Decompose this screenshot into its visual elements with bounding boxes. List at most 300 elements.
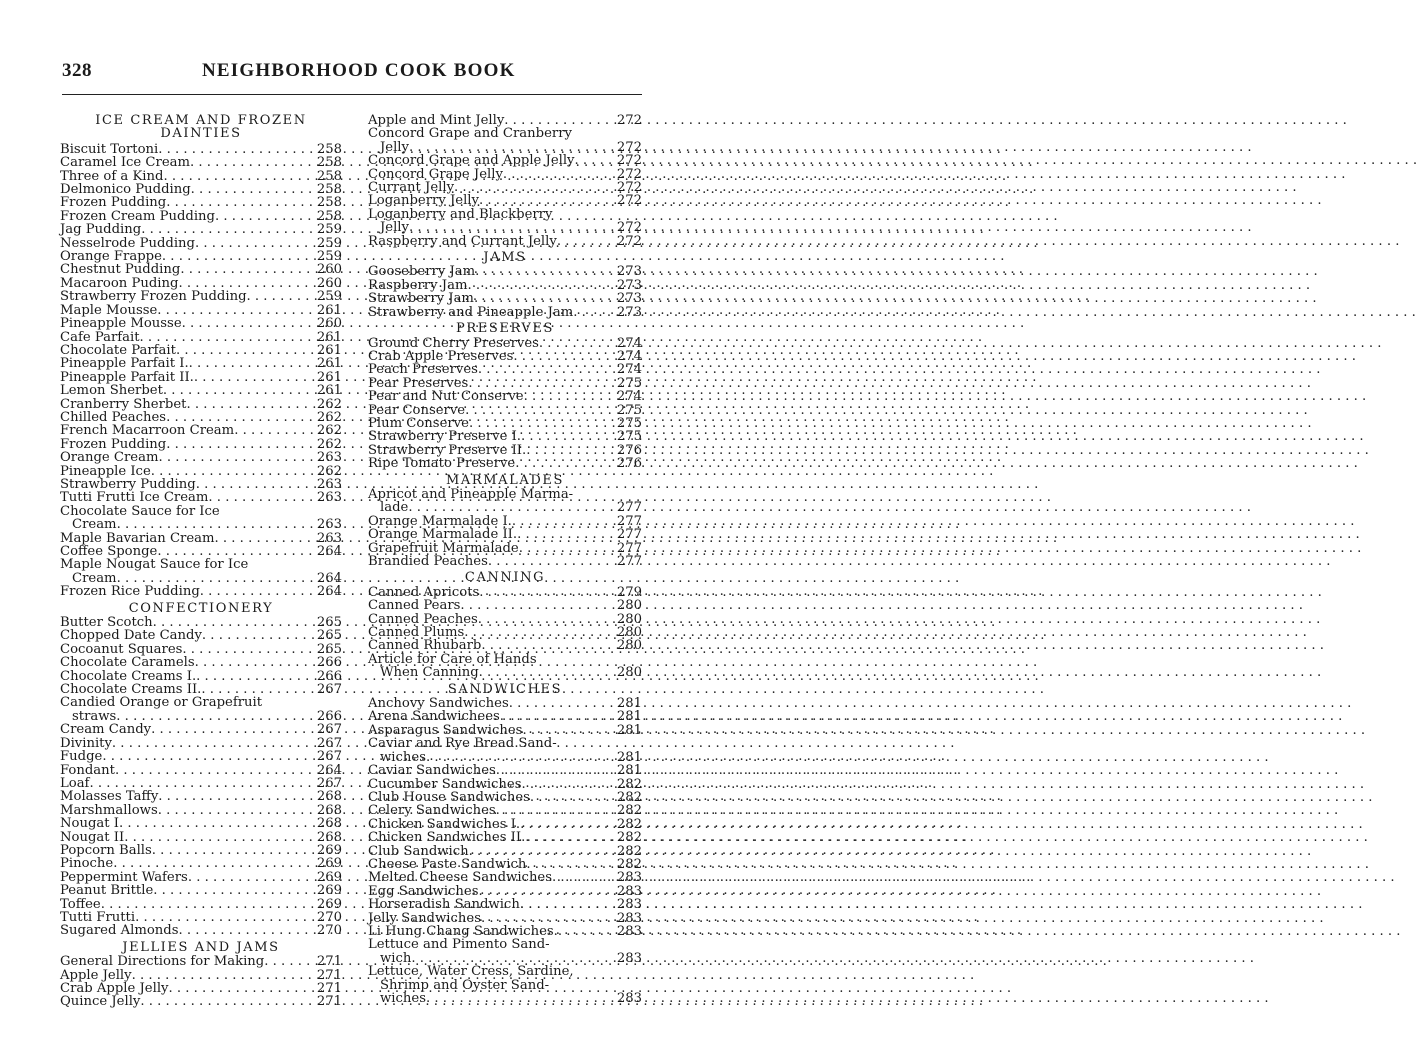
dot-leader (162, 250, 317, 263)
dot-leader (158, 804, 317, 817)
index-entry-multiline (368, 127, 642, 154)
index-entry (60, 857, 342, 870)
index-entry (60, 277, 342, 290)
index-entry (60, 424, 342, 437)
entry-title: Arena Sandwichees (368, 709, 500, 725)
dot-leader (191, 183, 317, 196)
index-entry (60, 263, 342, 276)
entry-page-number: 272 (616, 113, 642, 128)
dot-leader (178, 277, 316, 290)
dot-leader (112, 737, 317, 750)
entry-title: Pinoche (60, 856, 114, 872)
entry-title: Orange Cream (60, 450, 159, 466)
dot-leader (195, 656, 317, 669)
index-entry (368, 350, 642, 363)
entry-page-number: 282 (616, 776, 642, 792)
entry-page-number: 282 (616, 843, 642, 859)
index-entry (60, 737, 342, 750)
entry-title: Chicken Sandwiches I. (368, 816, 521, 832)
dot-leader (153, 884, 317, 897)
dot-leader (202, 629, 317, 642)
dot-leader (140, 995, 316, 1008)
index-entry (60, 143, 342, 156)
entry-page-number: 280 (616, 625, 642, 641)
entry-title: Frozen Pudding (60, 195, 167, 211)
entry-title: Apple and Mint Jelly (368, 113, 505, 128)
index-entry (60, 398, 342, 411)
index-section-sandwiches (368, 683, 642, 1006)
section-heading: ICE CREAM AND FROZEN DAINTIES (95, 113, 307, 142)
dot-leader (124, 831, 317, 844)
dot-leader (512, 515, 617, 528)
entry-page-number: 277 (616, 500, 642, 516)
dot-leader (552, 871, 617, 884)
index-entry (60, 250, 342, 263)
dot-leader (158, 143, 317, 156)
index-entry (60, 616, 342, 629)
dot-leader (475, 265, 617, 278)
index-entry (60, 411, 342, 424)
index-entry (368, 858, 642, 871)
index-entry (368, 952, 642, 965)
entry-title: straws (72, 708, 117, 724)
dot-leader (504, 114, 617, 127)
entry-title: Canned Rhubarb (368, 638, 482, 654)
dot-leader (182, 643, 316, 656)
page-header (62, 58, 642, 86)
index-entry (60, 384, 342, 397)
entry-title: Ground Cherry Preserves (368, 335, 539, 351)
index-entry (368, 845, 642, 858)
entry-page-number: 281 (616, 749, 642, 765)
dot-leader (188, 871, 317, 884)
dot-leader (194, 371, 317, 384)
index-entry (368, 404, 642, 417)
dot-leader (135, 911, 317, 924)
entry-title: Fondant (60, 762, 115, 778)
index-entry (368, 168, 642, 181)
entry-page-number: 264 (316, 584, 342, 600)
dot-leader (515, 457, 617, 470)
entry-page-number: 259 (316, 249, 342, 265)
entry-title: Canned Pears (368, 598, 461, 614)
entry-title: wiches (380, 991, 426, 1006)
entry-page-number: 267 (316, 682, 342, 698)
dot-leader (479, 194, 617, 207)
index-entry (368, 586, 642, 599)
dot-leader (166, 411, 317, 424)
index-entry (60, 643, 342, 656)
index-entry (368, 390, 642, 403)
entry-page-number: 282 (616, 816, 642, 832)
entry-page-number: 283 (616, 923, 642, 939)
entry-page-number: 261 (316, 302, 342, 318)
entry-title: Currant Jelly (368, 180, 455, 196)
dot-leader (157, 304, 317, 317)
entry-page-number: 276 (616, 456, 642, 472)
index-entry (368, 626, 642, 639)
index-entry (60, 710, 342, 723)
index-entry (60, 831, 342, 844)
entry-title: lade (380, 500, 409, 516)
entry-title: Peanut Brittle (60, 883, 154, 899)
entry-page-number: 272 (616, 193, 642, 209)
entry-title: Nougat I (60, 816, 119, 832)
entry-title: Chocolate Parfait (60, 342, 176, 358)
entry-page-number: 258 (316, 141, 342, 157)
entry-page-number: 275 (616, 375, 642, 391)
entry-title-continuation: Shrimp and Oyster Sand- (380, 977, 550, 993)
index-entry (60, 290, 342, 303)
dot-leader (454, 181, 617, 194)
entry-page-number: 275 (616, 402, 642, 418)
entry-page-number: 268 (316, 802, 342, 818)
entry-title: Apricot and Pineapple Marma- (368, 486, 574, 502)
entry-page-number: 280 (616, 598, 642, 614)
dot-leader (520, 818, 617, 831)
dot-leader (409, 221, 617, 234)
index-entry (60, 331, 342, 344)
entry-title: Raspberry Jam (368, 277, 468, 293)
index-entry (368, 912, 642, 925)
dot-leader (575, 154, 617, 167)
dot-leader (530, 791, 617, 804)
index-entry (368, 457, 642, 470)
entry-page-number: 266 (316, 708, 342, 724)
entry-title: Nougat II (60, 829, 125, 845)
index-entry (368, 337, 642, 350)
entry-title: Jelly Sandwiches (368, 910, 481, 926)
entry-title: Orange Marmalade I. (368, 513, 512, 529)
entry-title: Frozen Cream Pudding (60, 208, 215, 224)
entry-page-number: 263 (316, 476, 342, 492)
index-entry (60, 210, 342, 223)
entry-page-number: 263 (316, 450, 342, 466)
index-entry (60, 969, 342, 982)
index-entry (60, 532, 342, 545)
entry-title: General Directions for Making (60, 954, 265, 970)
entry-title: Melted Cheese Sandwiches (368, 870, 553, 886)
index-entry (368, 778, 642, 791)
entry-title: Strawberry Jam (368, 291, 474, 307)
dot-leader (465, 404, 617, 417)
entry-page-number: 281 (616, 696, 642, 712)
entry-page-number: 267 (316, 749, 342, 765)
dot-leader (526, 858, 616, 871)
dot-leader (496, 764, 617, 777)
entry-title: Pineapple Mousse (60, 316, 182, 332)
entry-page-number: 264 (316, 570, 342, 586)
dot-leader (509, 697, 617, 710)
index-entry (60, 629, 342, 642)
index-entry-multiline (368, 737, 642, 764)
dot-leader (517, 528, 617, 541)
entry-title: Cranberry Sherbet (60, 396, 187, 412)
entry-title: wich (380, 950, 412, 966)
index-entry (60, 911, 342, 924)
entry-title: Loganberry Jelly (368, 193, 479, 209)
dot-leader (157, 545, 316, 558)
entry-title: Brandied Peaches (368, 554, 488, 569)
entry-page-number: 283 (616, 910, 642, 926)
entry-title: Raspberry and Currant Jelly (368, 233, 557, 249)
entry-page-number: 260 (316, 262, 342, 278)
index-column-left (60, 114, 342, 1009)
entry-title: Grapefruit Marmalade (368, 540, 519, 556)
dot-leader (102, 750, 316, 763)
entry-title: Lettuce, Water Cress, Sardine, (368, 964, 574, 980)
entry-page-number: 276 (616, 442, 642, 458)
index-entry (368, 992, 642, 1005)
index-entry (368, 724, 642, 737)
entry-page-number: 269 (316, 869, 342, 885)
entry-title: Cream (72, 517, 117, 533)
book-title: NEIGHBORHOOD COOK BOOK (202, 60, 516, 81)
index-entry (60, 723, 342, 736)
entry-title: Crab Apple Jelly (60, 981, 169, 996)
dot-leader (573, 306, 617, 319)
dot-leader (101, 898, 317, 911)
entry-title: Candied Orange or Grapefruit (60, 695, 263, 711)
entry-title: Caviar Sandwiches (368, 763, 496, 779)
entry-title: Celery Sandwiches (368, 803, 496, 819)
entry-page-number: 273 (616, 291, 642, 307)
dot-leader (408, 501, 617, 514)
entry-page-number: 264 (316, 762, 342, 778)
entry-page-number: 281 (616, 709, 642, 725)
entry-page-number: 271 (316, 967, 342, 983)
entry-page-number: 268 (316, 829, 342, 845)
index-entry-multiline (60, 505, 342, 532)
entry-page-number: 273 (616, 264, 642, 280)
entry-title: Chocolate Creams II. (60, 682, 202, 698)
entry-title: Gooseberry Jam (368, 264, 476, 280)
entry-page-number: 283 (616, 870, 642, 886)
entry-title: Strawberry Pudding (60, 476, 196, 492)
entry-title: Lemon Sherbet (60, 383, 163, 399)
dot-leader (557, 235, 617, 248)
index-entry (368, 377, 642, 390)
dot-leader (190, 156, 317, 169)
index-entry (368, 818, 642, 831)
dot-leader (117, 518, 317, 531)
entry-title: wiches (380, 749, 426, 765)
dot-leader (215, 210, 317, 223)
entry-title: Cream Candy (60, 722, 152, 738)
dot-leader (522, 778, 617, 791)
index-entry (60, 183, 342, 196)
index-entry (60, 237, 342, 250)
dot-leader (521, 430, 617, 443)
index-entry (60, 491, 342, 504)
entry-title: Pineapple Ice (60, 463, 151, 479)
dot-leader (169, 982, 317, 995)
index-entry (60, 371, 342, 384)
entry-page-number: 270 (316, 909, 342, 925)
dot-leader (176, 344, 317, 357)
index-entry (60, 545, 342, 558)
entry-title: Orange Frappe (60, 249, 162, 265)
entry-title: Lettuce and Pimento Sand- (368, 937, 550, 953)
entry-page-number: 266 (316, 655, 342, 671)
index-entry (368, 710, 642, 723)
index-entry (368, 599, 642, 612)
entry-title: Popcorn Balls (60, 842, 152, 858)
dot-leader (526, 444, 617, 457)
index-entry (368, 791, 642, 804)
entry-page-number: 282 (616, 830, 642, 846)
dot-leader (151, 465, 317, 478)
section-heading: PRESERVES (456, 321, 554, 337)
entry-page-number: 277 (616, 527, 642, 543)
index-entry (368, 292, 642, 305)
entry-page-number: 272 (616, 233, 642, 249)
dot-leader (488, 555, 617, 568)
entry-page-number: 259 (316, 289, 342, 305)
index-entry (60, 438, 342, 451)
entry-page-number: 274 (616, 389, 642, 405)
dot-leader (89, 777, 316, 790)
dot-leader (140, 331, 317, 344)
entry-title: Jelly (380, 139, 409, 155)
dot-leader (116, 710, 317, 723)
entry-title: Crab Apple Preserves (368, 348, 514, 364)
entry-page-number: 261 (316, 342, 342, 358)
dot-leader (115, 764, 317, 777)
dot-leader (468, 377, 617, 390)
index-section-canning (368, 571, 642, 679)
book-page (0, 0, 700, 1060)
index-entry (60, 924, 342, 937)
index-entry (368, 925, 642, 938)
entry-title: Horseradish Sandwich (368, 897, 520, 913)
dot-leader (478, 613, 617, 626)
entry-title: Egg Sandwiches (368, 883, 479, 899)
entry-page-number: 258 (316, 168, 342, 184)
dot-leader (479, 586, 617, 599)
section-heading: JELLIES AND JAMS (122, 939, 280, 955)
entry-title: Frozen Pudding (60, 436, 167, 452)
index-section-continued (368, 114, 642, 248)
index-entry (60, 764, 342, 777)
entry-page-number: 283 (616, 897, 642, 913)
entry-page-number: 259 (316, 222, 342, 238)
index-entry-multiline (368, 653, 642, 680)
entry-title: Caviar and Rye Bread Sand- (368, 736, 557, 752)
entry-title: Divinity (60, 735, 112, 751)
entry-page-number: 269 (316, 896, 342, 912)
index-entry (60, 465, 342, 478)
index-entry (60, 955, 342, 968)
dot-leader (151, 723, 317, 736)
index-entry (60, 585, 342, 598)
dot-leader (513, 350, 616, 363)
index-entry (60, 196, 342, 209)
entry-title: Anchovy Sandwiches (368, 696, 509, 712)
entry-page-number: 263 (316, 490, 342, 506)
index-entry (368, 751, 642, 764)
index-entry (60, 223, 342, 236)
index-entry (60, 478, 342, 491)
dot-leader (117, 572, 317, 585)
entry-page-number: 277 (616, 540, 642, 556)
dot-leader (264, 955, 317, 968)
dot-leader (500, 710, 617, 723)
entry-title: When Canning (380, 665, 479, 681)
index-entry (368, 221, 642, 234)
dot-leader (474, 292, 617, 305)
index-entry (368, 764, 642, 777)
entry-title: Jag Pudding (60, 222, 142, 238)
entry-title: Canned Peaches (368, 611, 478, 627)
entry-page-number: 262 (316, 463, 342, 479)
entry-page-number: 275 (616, 415, 642, 431)
entry-page-number: 271 (316, 954, 342, 970)
entry-page-number: 269 (316, 856, 342, 872)
entry-title: Biscuit Tortoni (60, 141, 159, 157)
index-entry (368, 306, 642, 319)
dot-leader (558, 925, 617, 938)
entry-page-number: 275 (616, 429, 642, 445)
entry-page-number: 273 (616, 277, 642, 293)
entry-title: Pineapple Parfait II. (60, 369, 194, 385)
entry-title: Loaf (60, 775, 90, 791)
entry-title: Pineapple Parfait I. (60, 356, 189, 372)
index-entry-multiline (60, 558, 342, 585)
dot-leader (163, 170, 316, 183)
entry-page-number: 262 (316, 396, 342, 412)
entry-title: Cafe Parfait (60, 329, 140, 345)
index-entry (60, 750, 342, 763)
index-entry (60, 357, 342, 370)
entry-title: Canned Apricots (368, 584, 480, 600)
index-entry (60, 518, 342, 531)
entry-title: Concord Grape and Cranberry (368, 126, 572, 142)
entry-page-number: 272 (616, 139, 642, 155)
entry-page-number: 265 (316, 615, 342, 631)
index-entry (368, 265, 642, 278)
entry-page-number: 274 (616, 362, 642, 378)
entry-page-number: 261 (316, 369, 342, 385)
entry-page-number: 261 (316, 356, 342, 372)
entry-title: Chocolate Sauce for Ice (60, 503, 220, 519)
entry-page-number: 258 (316, 182, 342, 198)
index-entry (60, 804, 342, 817)
entry-page-number: 274 (616, 348, 642, 364)
entry-title: Loganberry and Blackberry (368, 206, 553, 222)
dot-leader (522, 724, 616, 737)
entry-page-number: 263 (316, 530, 342, 546)
entry-title: Butter Scotch (60, 615, 153, 631)
index-entry (60, 670, 342, 683)
dot-leader (163, 384, 317, 397)
entry-page-number: 280 (616, 611, 642, 627)
entry-page-number: 281 (616, 763, 642, 779)
index-section-marmalades (368, 474, 642, 569)
entry-page-number: 258 (316, 155, 342, 171)
entry-title: Plum Conserve (368, 415, 469, 431)
entry-page-number: 270 (316, 923, 342, 939)
index-entry (368, 194, 642, 207)
entry-title: Cucumber Sandwiches (368, 776, 522, 792)
dot-leader (247, 290, 317, 303)
entry-page-number: 272 (616, 180, 642, 196)
index-entry (60, 170, 342, 183)
entry-page-number: 262 (316, 423, 342, 439)
entry-title: Three of a Kind (60, 168, 164, 184)
dot-leader (196, 670, 317, 683)
entry-title: Maple Mousse (60, 302, 158, 318)
